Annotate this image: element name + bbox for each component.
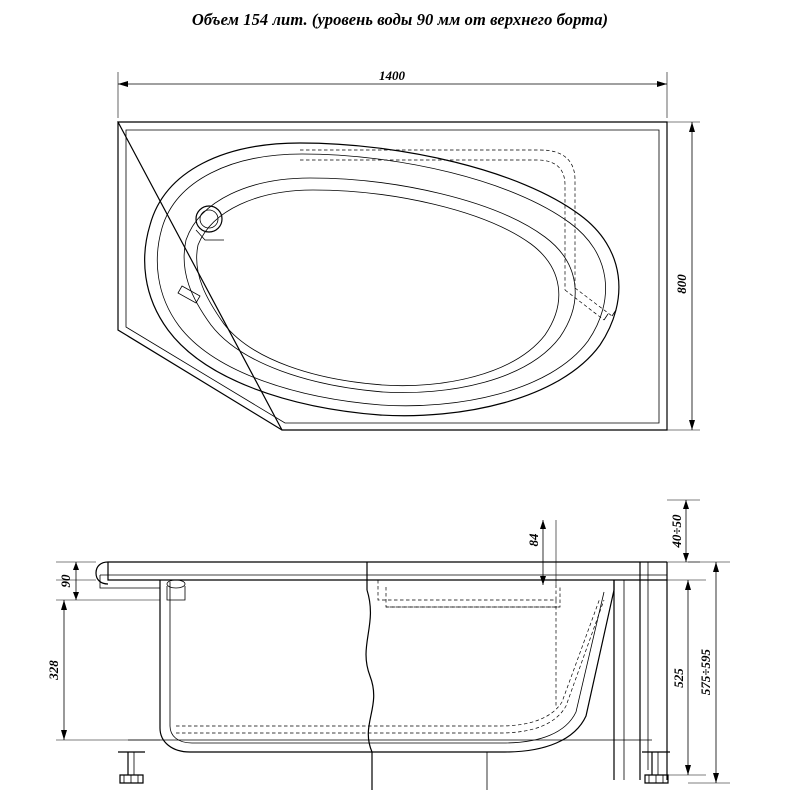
- top-view-group: [118, 68, 700, 430]
- dim-label-800: 800: [674, 274, 689, 294]
- dim-label-84: 84: [526, 533, 541, 547]
- page-title: Объем 154 лит. (уровень воды 90 мм от верхнего борта): [191, 10, 609, 29]
- dim-label-525: 525: [671, 668, 686, 688]
- dim-label-328: 328: [46, 660, 61, 680]
- dim-label-575-595: 575÷595: [698, 648, 713, 696]
- dim-label-40-50: 40÷50: [669, 514, 684, 548]
- dim-label-1400: 1400: [379, 68, 405, 83]
- front-view-group: [46, 500, 730, 790]
- dim-label-90: 90: [58, 574, 73, 588]
